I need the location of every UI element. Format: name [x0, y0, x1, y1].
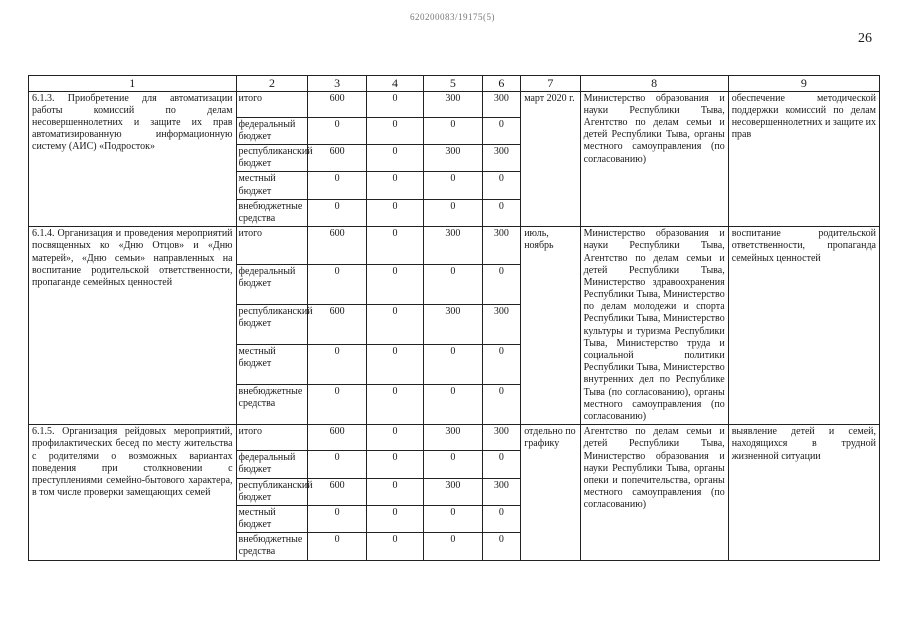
funding-value: 0: [424, 451, 482, 478]
funding-value: 0: [366, 145, 423, 172]
funding-value: 0: [482, 533, 521, 560]
funding-value: 0: [366, 91, 423, 117]
executors: Агентство по делам семьи и детей Республики Тыва, Министерство образования и науки Республики Тыва, органы опеки и попечительства, органы местного самоуправления (по согласованию): [580, 425, 728, 561]
funding-value: 0: [482, 451, 521, 478]
funding-value: 0: [424, 505, 482, 532]
funding-source: внебюджетные средства: [236, 199, 308, 226]
executors: Министерство образования и науки Республики Тыва, Агентство по делам семьи и детей Республики Тыва, Министерство здравоохранения Республики Тыва, Министерство по делам молодежи и спорта Республики Тыва, Министерство культуры и туризма Республики Тыва, Министерство труда и социальной политики Республики Тыва, Министерство внутренних дел по Республике Тыва (по согласованию), органы местного самоуправления (по согласованию): [580, 227, 728, 425]
activity-name: 6.1.5. Организация рейдовых мероприятий, профилактических бесед по месту жительства с родителями о возможных вариантах поведения при столкновении с преступлениями семейно-бытового характера, в том числе проверки замещающих семей: [29, 425, 237, 561]
execution-term: июль, ноябрь: [521, 227, 580, 425]
funding-value: 0: [366, 227, 423, 265]
header-cell: 9: [728, 76, 879, 92]
funding-source: местный бюджет: [236, 505, 308, 532]
funding-source: республиканский бюджет: [236, 478, 308, 505]
header-cell: 3: [308, 76, 366, 92]
funding-value: 0: [482, 199, 521, 226]
funding-value: 600: [308, 425, 366, 451]
funding-value: 0: [366, 305, 423, 345]
funding-value: 0: [366, 385, 423, 425]
header-cell: 8: [580, 76, 728, 92]
funding-value: 0: [366, 265, 423, 305]
funding-source: республиканский бюджет: [236, 145, 308, 172]
funding-value: 0: [308, 117, 366, 144]
funding-source: внебюджетные средства: [236, 533, 308, 560]
funding-value: 0: [366, 505, 423, 532]
funding-value: 0: [424, 385, 482, 425]
funding-value: 0: [482, 265, 521, 305]
activity-name: 6.1.3. Приобретение для автоматизации работы комиссий по делам несовершеннолетних и защите их прав автоматизированную информационную систему (АИС) «Подросток»: [29, 91, 237, 227]
funding-value: 0: [424, 199, 482, 226]
header-row: [29, 76, 880, 92]
funding-value: 0: [366, 478, 423, 505]
funding-value: 0: [482, 345, 521, 385]
funding-value: 300: [424, 91, 482, 117]
funding-row: [29, 227, 880, 265]
funding-value: 0: [482, 117, 521, 144]
funding-value: 0: [308, 451, 366, 478]
funding-source: внебюджетные средства: [236, 385, 308, 425]
funding-value: 300: [424, 227, 482, 265]
funding-value: 0: [366, 533, 423, 560]
funding-source: республиканский бюджет: [236, 305, 308, 345]
funding-source: итого: [236, 227, 308, 265]
funding-value: 300: [424, 145, 482, 172]
funding-value: 0: [366, 345, 423, 385]
funding-value: 0: [482, 172, 521, 199]
header-cell: 5: [424, 76, 482, 92]
funding-value: 0: [308, 505, 366, 532]
funding-value: 0: [366, 172, 423, 199]
funding-value: 300: [482, 91, 521, 117]
expected-result: обеспечение методической поддержки комиссий по делам несовершеннолетних и защите их прав: [728, 91, 879, 227]
funding-value: 300: [424, 478, 482, 505]
funding-value: 300: [482, 305, 521, 345]
funding-value: 600: [308, 91, 366, 117]
funding-value: 600: [308, 305, 366, 345]
executors: Министерство образования и науки Республики Тыва, Агентство по делам семьи и детей Республики Тыва, органы местного самоуправления (по согласованию): [580, 91, 728, 227]
funding-value: 300: [424, 425, 482, 451]
funding-value: 300: [482, 227, 521, 265]
funding-value: 600: [308, 227, 366, 265]
funding-value: 300: [424, 305, 482, 345]
funding-source: местный бюджет: [236, 345, 308, 385]
funding-source: местный бюджет: [236, 172, 308, 199]
activity-name: 6.1.4. Организация и проведения мероприятий посвященных ко «Дню Отцов» и «Дню матерей», «Дню семьи» направленных на воспитание родительской ответственности, пропаганде семейных ценностей: [29, 227, 237, 425]
expected-result: воспитание родительской ответственности, пропаганда семейных ценностей: [728, 227, 879, 425]
funding-source: итого: [236, 91, 308, 117]
funding-value: 300: [482, 425, 521, 451]
funding-value: 0: [308, 265, 366, 305]
funding-source: федеральный бюджет: [236, 117, 308, 144]
funding-value: 0: [308, 172, 366, 199]
funding-value: 0: [424, 533, 482, 560]
funding-value: 600: [308, 478, 366, 505]
header-cell: 2: [236, 76, 308, 92]
funding-value: 600: [308, 145, 366, 172]
header-cell: 6: [482, 76, 521, 92]
header-cell: 7: [521, 76, 580, 92]
page-number: 26: [858, 31, 872, 46]
funding-source: федеральный бюджет: [236, 265, 308, 305]
funding-row: [29, 425, 880, 451]
funding-value: 0: [308, 385, 366, 425]
funding-value: 0: [482, 505, 521, 532]
header-cell: 4: [366, 76, 423, 92]
funding-value: 0: [424, 265, 482, 305]
funding-value: 0: [308, 199, 366, 226]
funding-source: федеральный бюджет: [236, 451, 308, 478]
funding-value: 0: [366, 451, 423, 478]
funding-value: 0: [424, 117, 482, 144]
funding-value: 0: [424, 345, 482, 385]
execution-term: отдельно по графику: [521, 425, 580, 561]
header-cell: 1: [29, 76, 237, 92]
funding-row: [29, 91, 880, 117]
funding-value: 300: [482, 478, 521, 505]
funding-value: 0: [366, 117, 423, 144]
funding-value: 0: [366, 199, 423, 226]
funding-value: 0: [308, 345, 366, 385]
document-id: 620200083/19175(5): [410, 12, 495, 22]
funding-value: 0: [308, 533, 366, 560]
funding-source: итого: [236, 425, 308, 451]
funding-value: 300: [482, 145, 521, 172]
funding-value: 0: [424, 172, 482, 199]
expected-result: выявление детей и семей, находящихся в трудной жизненной ситуации: [728, 425, 879, 561]
funding-value: 0: [482, 385, 521, 425]
funding-value: 0: [366, 425, 423, 451]
execution-term: март 2020 г.: [521, 91, 580, 227]
program-table: [28, 75, 880, 561]
